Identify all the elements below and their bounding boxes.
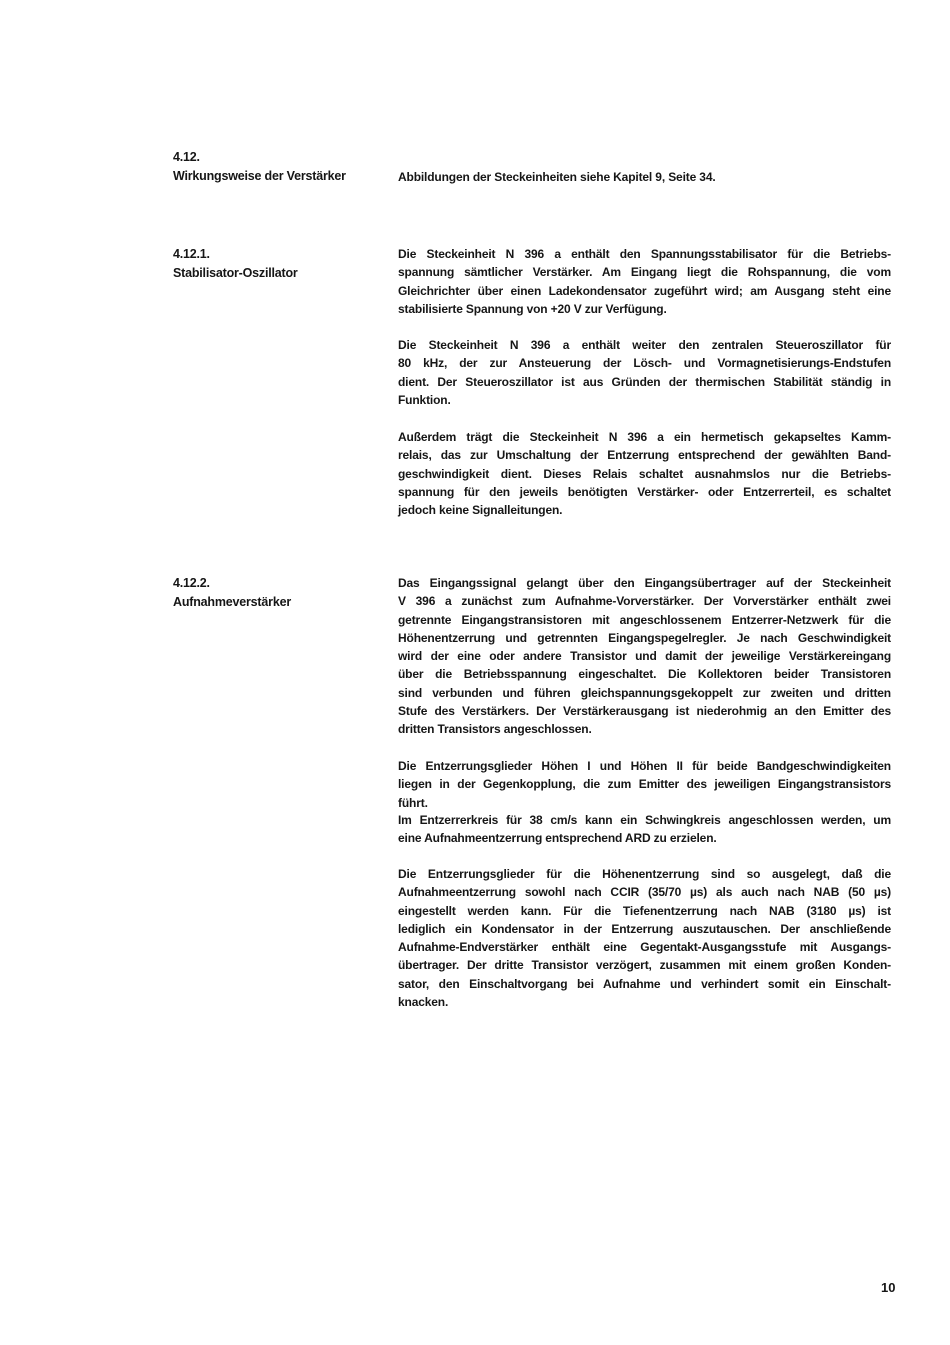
text-line: wird der eine oder andere Transistor und damit der jeweilige Verstärkereingang <box>398 649 891 664</box>
text-line: Aufnahmeentzerrung sowohl nach CCIR (35/70 µs) als auch nach NAB (50 µs) <box>398 885 891 900</box>
text-line: Die Entzerrungsglieder Höhen I und Höhen II für beide Bandgeschwindigkeiten <box>398 759 891 773</box>
section-number: 4.12. <box>173 150 200 164</box>
text-line: Gleichrichter über einen Ladekondensator zugeführt wird; am Ausgang steht eine <box>398 283 891 298</box>
paragraph-resonant-circuit <box>398 811 891 848</box>
text-line: Stufe des Verstärkers. Der Verstärkerausgang ist niederohmig an den Emitter des <box>398 704 891 719</box>
paragraph-figure-reference <box>398 168 891 186</box>
section-number: 4.12.1. <box>173 247 210 261</box>
section-heading-4-12 <box>173 148 346 186</box>
text-line: eine Aufnahmeentzerrung entsprechend ARD zu erzielen. <box>398 831 717 846</box>
text-line: 80 kHz, der zur Ansteuerung der Lösch- und Vormagnetisierungs-Endstufen <box>398 356 891 371</box>
text-line: knacken. <box>398 995 449 1010</box>
text-line: V 396 a zunächst zum Aufnahme-Vorverstärker. Der Vorverstärker enthält zwei <box>398 594 891 609</box>
text-line: Aufnahme-Endverstärker enthält eine Gegentakt-Ausgangsstufe mit Ausgangs- <box>398 940 891 955</box>
text-line: lediglich ein Kondensator in der Entzerrung auszutauschen. Der anschließende <box>398 921 891 936</box>
text-line: getrennte Eingangstransistoren mit angeschlossenem Entzerrer-Netzwerk für die <box>398 612 891 627</box>
text-line: jedoch keine Signalleitungen. <box>398 503 563 518</box>
paragraph-equalization-members <box>398 757 891 812</box>
text-line: stabilisierte Spannung von +20 V zur Verfügung. <box>398 301 667 316</box>
paragraph-oscillator <box>398 336 891 409</box>
section-number: 4.12.2. <box>173 576 210 590</box>
text-line: relais, das zur Umschaltung der Entzerrung entsprechend der gewählten Band- <box>398 448 891 463</box>
text-line: sator, den Einschaltvorgang bei Aufnahme und verhindert somit ein Einschalt- <box>398 976 891 991</box>
section-heading-4-12-1 <box>173 245 298 283</box>
section-heading-4-12-2 <box>173 574 291 612</box>
text-line: spannung sämtlicher Verstärker. Am Eingang liegt die Rohspannung, die vom <box>398 265 891 280</box>
paragraph-stabilizer <box>398 245 891 318</box>
text-line: Abbildungen der Steckeinheiten siehe Kapitel 9, Seite 34. <box>398 170 716 184</box>
text-line: Die Steckeinheit N 396 a enthält weiter den zentralen Steueroszillator für <box>398 338 891 352</box>
text-line: eingestellt werden kann. Für die Tiefenentzerrung nach NAB (3180 µs) ist <box>398 903 891 918</box>
paragraph-relay <box>398 428 891 519</box>
section-title: Stabilisator-Oszillator <box>173 266 298 280</box>
text-line: Funktion. <box>398 392 451 407</box>
text-line: übertrager. Der dritte Transistor verzögert, zusammen mit einem großen Konden- <box>398 958 891 973</box>
paragraph-input-signal <box>398 574 891 739</box>
paragraph-high-equalization <box>398 865 891 1011</box>
text-line: über die Betriebsspannung eingeschaltet. Die Kollektoren beider Transistoren <box>398 667 891 682</box>
text-line: spannung für den jeweils benötigten Verstärker- oder Entzerrerteil, es schaltet <box>398 484 891 499</box>
text-line: Das Eingangssignal gelangt über den Eingangsübertrager auf der Steckeinheit <box>398 576 891 590</box>
text-line: Im Entzerrerkreis für 38 cm/s kann ein Schwingkreis angeschlossen werden, um <box>398 813 891 827</box>
text-line: Die Entzerrungsglieder für die Höhenentzerrung sind so ausgelegt, daß die <box>398 867 891 881</box>
text-line: Die Steckeinheit N 396 a enthält den Spannungsstabilisator für die Betriebs- <box>398 247 891 261</box>
text-line: dritten Transistors angeschlossen. <box>398 722 592 737</box>
text-line: führt. <box>398 795 428 810</box>
text-line: geschwindigkeit dient. Dieses Relais schaltet ausnahmslos nur die Betriebs- <box>398 466 891 481</box>
text-line: liegen in der Gegenkopplung, die zum Emitter des jeweiligen Eingangstransistors <box>398 777 891 792</box>
page-number: 10 <box>881 1280 896 1295</box>
text-line: dient. Der Steueroszillator ist aus Gründen der thermischen Stabilität ständig in <box>398 374 891 389</box>
section-title: Wirkungsweise der Verstärker <box>173 169 346 183</box>
text-line: Außerdem trägt die Steckeinheit N 396 a ein hermetisch gekapseltes Kamm- <box>398 430 891 444</box>
text-line: sind verbunden und führen gleichspannungsgekoppelt zur zweiten und dritten <box>398 685 891 700</box>
text-line: Höhenentzerrung und getrennten Eingangspegelregler. Je nach Geschwindigkeit <box>398 630 891 645</box>
section-title: Aufnahmeverstärker <box>173 595 291 609</box>
